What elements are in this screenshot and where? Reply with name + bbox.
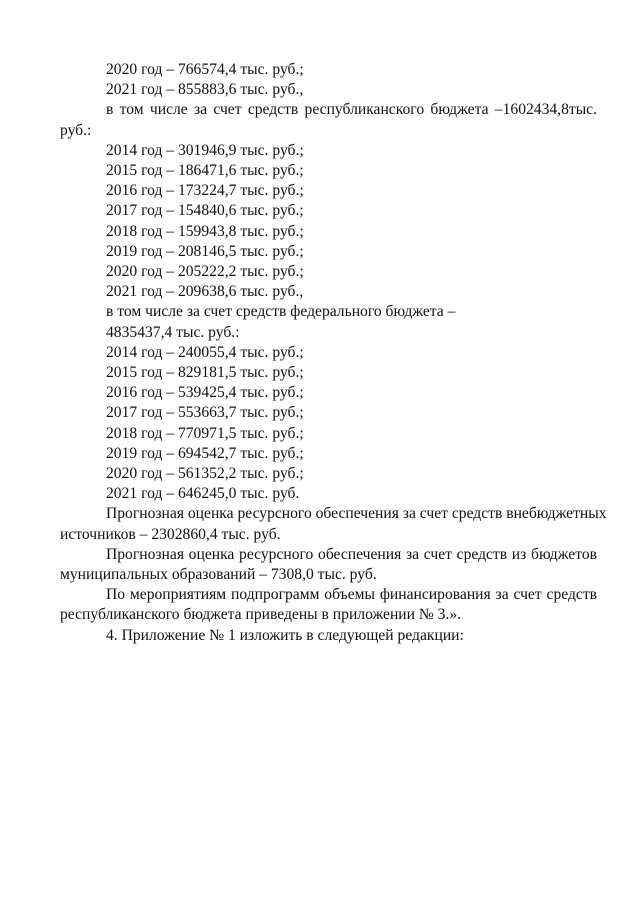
text-line: 2020 год – 561352,2 тыс. руб.; <box>106 465 304 483</box>
republic-budget-intro-continued: руб.: <box>60 121 92 139</box>
text-line: 2019 год – 694542,7 тыс. руб.; <box>106 444 304 462</box>
municipal-paragraph-line-1: Прогнозная оценка ресурсного обеспечения за счет средств из бюджетов <box>106 545 597 563</box>
text-line: 2015 год – 186471,6 тыс. руб.; <box>106 162 304 180</box>
text-line: 2020 год – 205222,2 тыс. руб.; <box>106 263 304 281</box>
text-line: 2020 год – 766574,4 тыс. руб.; <box>106 61 304 78</box>
document-body <box>60 60 607 646</box>
text-line: 2015 год – 829181,5 тыс. руб.; <box>106 364 304 382</box>
federal-budget-intro: в том числе за счет средств федерального бюджета – <box>106 303 456 321</box>
republic-budget-intro: в том числе за счет средств республиканского бюджета –1602434,8тыс. <box>106 101 597 119</box>
measures-paragraph-line-1: По мероприятиям подпрограмм объемы финансирования за счет средств <box>106 586 597 604</box>
offbudget-paragraph-line-2: источников – 2302860,4 тыс. руб. <box>60 525 281 543</box>
text-line: 2021 год – 855883,6 тыс. руб., <box>106 81 304 99</box>
municipal-paragraph-line-2: муниципальных образований – 7308,0 тыс. руб. <box>60 566 377 584</box>
text-line: 2014 год – 301946,9 тыс. руб.; <box>106 141 304 159</box>
federal-budget-total: 4835437,4 тыс. руб.: <box>106 323 240 341</box>
text-line: 2021 год – 646245,0 тыс. руб. <box>106 485 300 503</box>
text-line: 2018 год – 770971,5 тыс. руб.; <box>106 424 304 442</box>
text-line: 2016 год – 173224,7 тыс. руб.; <box>106 182 304 200</box>
text-line: 2019 год – 208146,5 тыс. руб.; <box>106 242 304 260</box>
text-line: 2018 год – 159943,8 тыс. руб.; <box>106 222 304 240</box>
measures-paragraph-line-2: республиканского бюджета приведены в приложении № 3.». <box>60 606 462 624</box>
text-line: 2014 год – 240055,4 тыс. руб.; <box>106 343 304 361</box>
offbudget-paragraph-line-1: Прогнозная оценка ресурсного обеспечения за счет средств внебюджетных <box>106 505 607 523</box>
text-line: 2017 год – 553663,7 тыс. руб.; <box>106 404 304 422</box>
text-line: 2021 год – 209638,6 тыс. руб., <box>106 283 304 301</box>
text-line: 2017 год – 154840,6 тыс. руб.; <box>106 202 304 220</box>
text-line: 2016 год – 539425,4 тыс. руб.; <box>106 384 304 402</box>
appendix-paragraph: 4. Приложение № 1 изложить в следующей редакции: <box>106 626 464 644</box>
